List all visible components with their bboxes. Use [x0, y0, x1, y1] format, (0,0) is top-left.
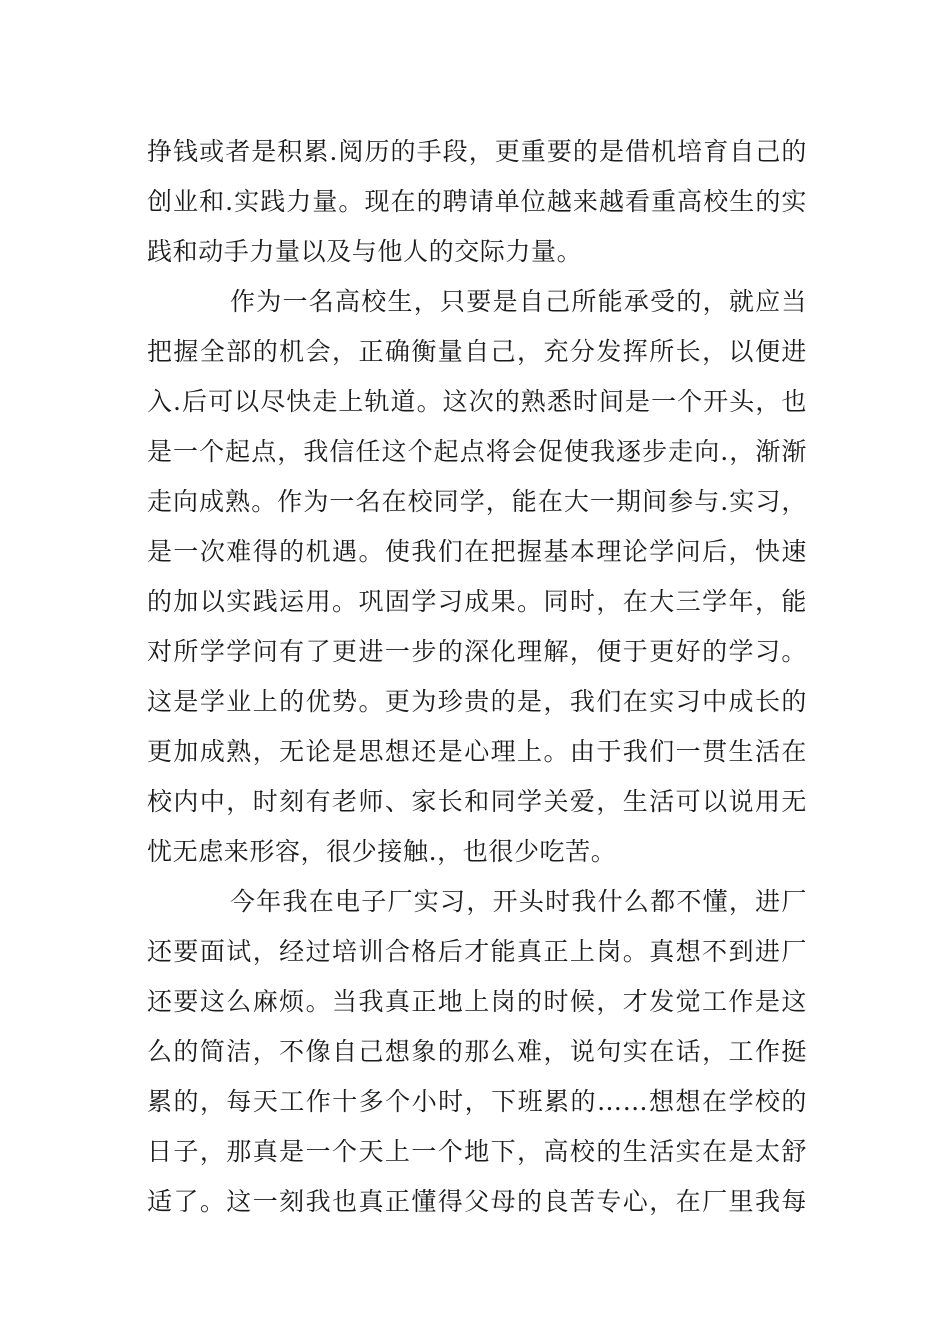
text-line: 适了。这一刻我也真正懂得父母的良苦专心，在厂里我每 [147, 1187, 807, 1216]
text-line: 日子，那真是一个天上一个地下，高校的生活实在是太舒 [147, 1137, 807, 1166]
text-line: 把握全部的机会，正确衡量自己，充分发挥所长，以便进 [147, 337, 807, 366]
text-line: 还要面试，经过培训合格后才能真正上岗。真想不到进厂 [147, 937, 807, 966]
text-line: 忧无虑来形容，很少接触.，也很少吃苦。 [147, 837, 617, 866]
text-line: 这是学业上的优势。更为珍贵的是，我们在实习中成长的 [147, 687, 807, 716]
text-line: 的加以实践运用。巩固学习成果。同时，在大三学年，能 [147, 587, 807, 616]
text-line: 践和动手力量以及与他人的交际力量。 [147, 237, 583, 266]
text-line: 入.后可以尽快走上轨道。这次的熟悉时间是一个开头，也 [147, 387, 807, 416]
paragraph-first-line: 今年我在电子厂实习，开头时我什么都不懂，进厂 [230, 887, 807, 916]
paragraph-first-line: 作为一名高校生，只要是自己所能承受的，就应当 [230, 287, 807, 316]
text-line: 是一个起点，我信任这个起点将会促使我逐步走向.，渐渐 [147, 437, 807, 466]
text-line: 校内中，时刻有老师、家长和同学关爱，生活可以说用无 [147, 787, 807, 816]
text-line: 挣钱或者是积累.阅历的手段，更重要的是借机培育自己的 [147, 137, 807, 166]
text-line: 更加成熟，无论是思想还是心理上。由于我们一贯生活在 [147, 737, 807, 766]
text-line: 累的，每天工作十多个小时，下班累的……想想在学校的 [147, 1087, 807, 1116]
text-line: 还要这么麻烦。当我真正地上岗的时候，才发觉工作是这 [147, 987, 807, 1016]
text-line: 对所学学问有了更进一步的深化理解，便于更好的学习。 [147, 637, 807, 666]
text-line: 走向成熟。作为一名在校同学，能在大一期间参与.实习， [147, 487, 807, 516]
text-line: 是一次难得的机遇。使我们在把握基本理论学问后，快速 [147, 537, 807, 566]
text-line: 么的简洁，不像自己想象的那么难，说句实在话，工作挺 [147, 1037, 807, 1066]
text-line: 创业和.实践力量。现在的聘请单位越来越看重高校生的实 [147, 187, 807, 216]
